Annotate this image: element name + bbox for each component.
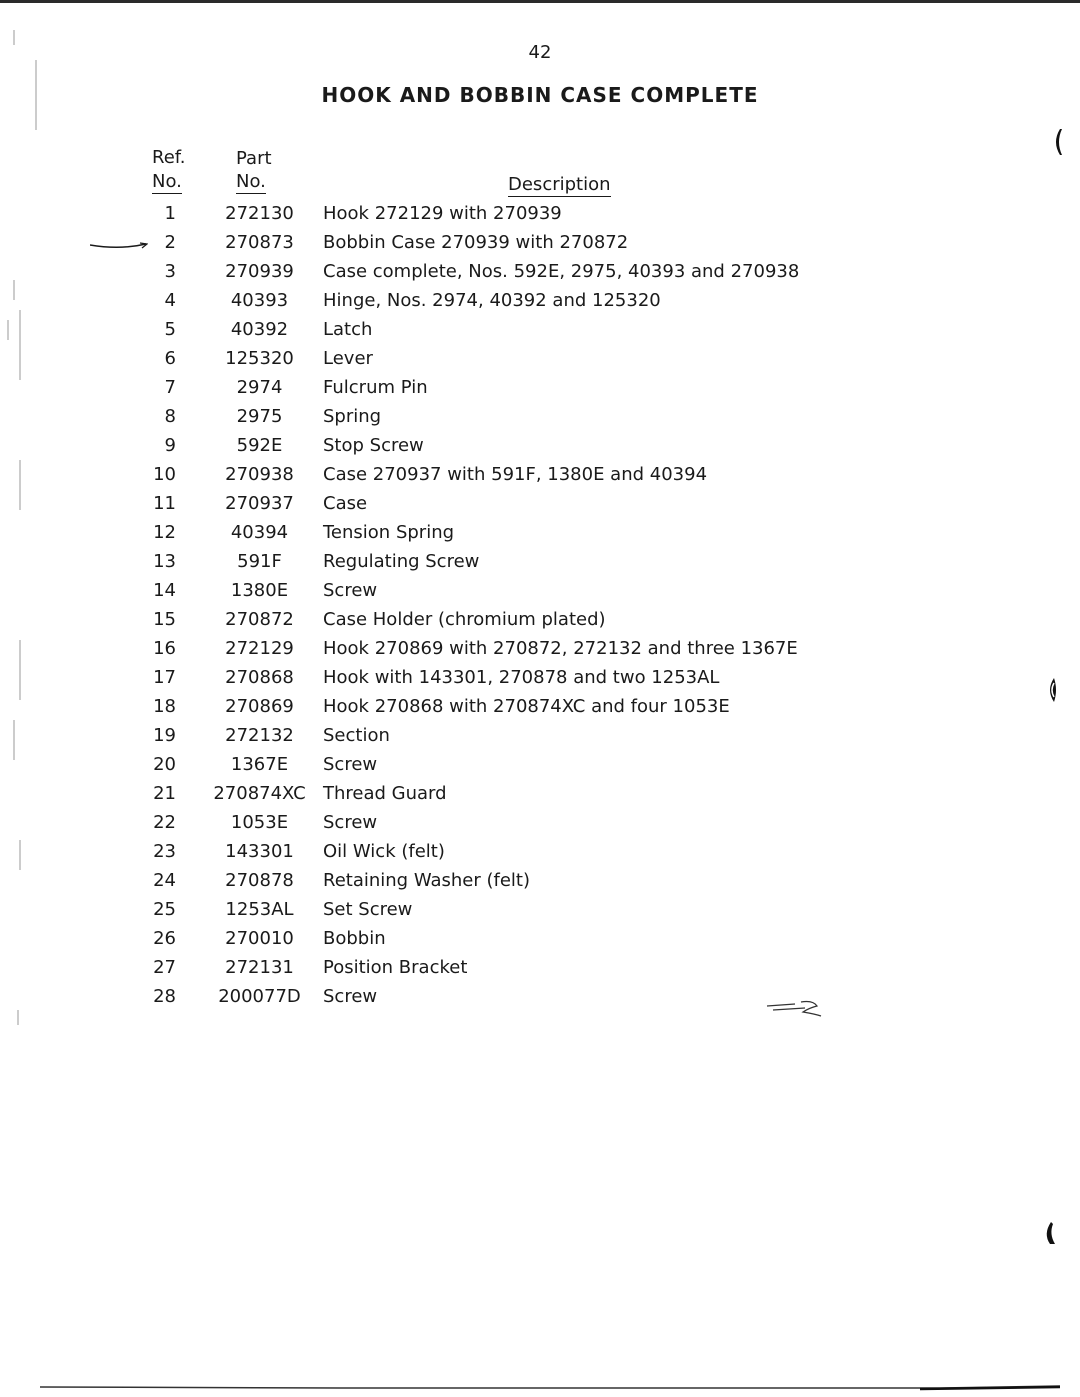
part-description: Screw	[323, 754, 378, 775]
ref-number: 23	[153, 841, 176, 862]
part-number: 2975	[236, 406, 283, 427]
parts-row	[0, 347, 1080, 376]
part-number: 270878	[225, 870, 294, 891]
part-number: 270937	[225, 493, 294, 514]
ref-number: 5	[164, 319, 176, 340]
part-number: 270939	[225, 261, 294, 282]
ref-number: 6	[164, 348, 176, 369]
part-description: Hook 272129 with 270939	[323, 203, 562, 224]
ref-number: 24	[153, 870, 176, 891]
part-number: 270874XC	[213, 783, 306, 804]
part-description: Tension Spring	[323, 522, 455, 543]
parts-row	[0, 376, 1080, 405]
part-number: 1367E	[230, 754, 289, 775]
part-description: Screw	[323, 812, 378, 833]
ref-number: 9	[164, 435, 176, 456]
punch-hole-mark	[1042, 1218, 1056, 1248]
page-title: HOOK AND BOBBIN CASE COMPLETE	[321, 83, 759, 107]
part-number: 270872	[225, 609, 294, 630]
part-number: 592E	[236, 435, 283, 456]
part-description: Case 270937 with 591F, 1380E and 40394	[323, 464, 708, 485]
part-number: 125320	[225, 348, 294, 369]
part-number: 40392	[230, 319, 289, 340]
ref-number: 26	[153, 928, 176, 949]
ref-number: 20	[153, 754, 176, 775]
header-part-line2: No.	[236, 171, 266, 192]
part-description: Hook 270869 with 270872, 272132 and three 1367E	[323, 638, 798, 659]
part-description: Thread Guard	[323, 783, 447, 804]
part-description: Retaining Washer (felt)	[323, 870, 530, 891]
part-description: Lever	[323, 348, 373, 369]
part-description: Position Bracket	[323, 957, 468, 978]
part-description: Section	[323, 725, 390, 746]
parts-row	[0, 289, 1080, 318]
parts-list	[0, 202, 1080, 1014]
ref-number: 14	[153, 580, 176, 601]
part-number: 272132	[225, 725, 294, 746]
parts-row	[0, 724, 1080, 753]
ref-number: 25	[153, 899, 176, 920]
part-number: 2974	[236, 377, 283, 398]
ref-number: 17	[153, 667, 176, 688]
part-description: Bobbin	[323, 928, 386, 949]
part-description: Hinge, Nos. 2974, 40392 and 125320	[323, 290, 661, 311]
part-number: 270873	[225, 232, 294, 253]
part-description: Hook with 143301, 270878 and two 1253AL	[323, 667, 720, 688]
ref-number: 3	[164, 261, 176, 282]
ref-number: 21	[153, 783, 176, 804]
parts-row	[0, 985, 1080, 1014]
parts-row	[0, 405, 1080, 434]
part-description: Hook 270868 with 270874XC and four 1053E	[323, 696, 730, 717]
ref-number: 11	[153, 493, 176, 514]
part-description: Case complete, Nos. 592E, 2975, 40393 and 270938	[323, 261, 800, 282]
part-number: 40394	[230, 522, 289, 543]
part-description: Case	[323, 493, 368, 514]
part-number: 270938	[225, 464, 294, 485]
ref-number: 8	[164, 406, 176, 427]
part-description: Screw	[323, 986, 378, 1007]
part-number: 272129	[225, 638, 294, 659]
ref-number: 2	[164, 232, 176, 253]
parts-row	[0, 202, 1080, 231]
parts-row	[0, 927, 1080, 956]
parts-row	[0, 840, 1080, 869]
part-description: Set Screw	[323, 899, 413, 920]
parts-row	[0, 550, 1080, 579]
header-ref-line1: Ref.	[152, 147, 186, 168]
part-number: 1380E	[230, 580, 289, 601]
parts-row	[0, 492, 1080, 521]
header-description: Description	[508, 174, 611, 195]
header-part-line1: Part	[236, 148, 272, 169]
page-number: 42	[528, 42, 552, 63]
parts-row	[0, 434, 1080, 463]
parts-row	[0, 782, 1080, 811]
parts-row	[0, 869, 1080, 898]
parts-row	[0, 637, 1080, 666]
top-rule	[0, 0, 1080, 3]
part-number: 40393	[230, 290, 289, 311]
parts-row	[0, 811, 1080, 840]
parts-row	[0, 521, 1080, 550]
ink-scribble-mark	[765, 998, 825, 1018]
part-description: Bobbin Case 270939 with 270872	[323, 232, 629, 253]
parts-row	[0, 898, 1080, 927]
punch-hole-mark	[1050, 127, 1064, 157]
part-description: Fulcrum Pin	[323, 377, 428, 398]
part-number: 1053E	[230, 812, 289, 833]
parts-row	[0, 753, 1080, 782]
parts-row	[0, 695, 1080, 724]
part-number: 270869	[225, 696, 294, 717]
ref-number: 12	[153, 522, 176, 543]
part-number: 270868	[225, 667, 294, 688]
ref-number: 10	[153, 464, 176, 485]
part-number: 200077D	[218, 986, 301, 1007]
ref-number: 13	[153, 551, 176, 572]
parts-row	[0, 666, 1080, 695]
ref-number: 1	[164, 203, 176, 224]
part-description: Case Holder (chromium plated)	[323, 609, 606, 630]
parts-row	[0, 318, 1080, 347]
part-description: Regulating Screw	[323, 551, 480, 572]
parts-row	[0, 956, 1080, 985]
ref-number: 19	[153, 725, 176, 746]
part-number: 143301	[225, 841, 294, 862]
ref-number: 28	[153, 986, 176, 1007]
parts-row	[0, 463, 1080, 492]
ref-number: 16	[153, 638, 176, 659]
part-number: 272130	[225, 203, 294, 224]
part-description: Spring	[323, 406, 382, 427]
part-description: Latch	[323, 319, 373, 340]
part-description: Stop Screw	[323, 435, 424, 456]
ref-number: 27	[153, 957, 176, 978]
header-ref-line2: No.	[152, 171, 182, 192]
ref-number: 15	[153, 609, 176, 630]
ref-number: 22	[153, 812, 176, 833]
parts-row	[0, 231, 1080, 260]
ref-number: 4	[164, 290, 176, 311]
part-description: Oil Wick (felt)	[323, 841, 445, 862]
part-number: 1253AL	[225, 899, 294, 920]
part-description: Screw	[323, 580, 378, 601]
ref-number: 18	[153, 696, 176, 717]
part-number: 272131	[225, 957, 294, 978]
parts-row	[0, 579, 1080, 608]
parts-row	[0, 260, 1080, 289]
parts-row	[0, 608, 1080, 637]
punch-hole-mark	[1045, 675, 1059, 705]
part-number: 591F	[237, 551, 282, 572]
ref-number: 7	[164, 377, 176, 398]
part-number: 270010	[225, 928, 294, 949]
bottom-rule	[40, 1385, 1060, 1391]
